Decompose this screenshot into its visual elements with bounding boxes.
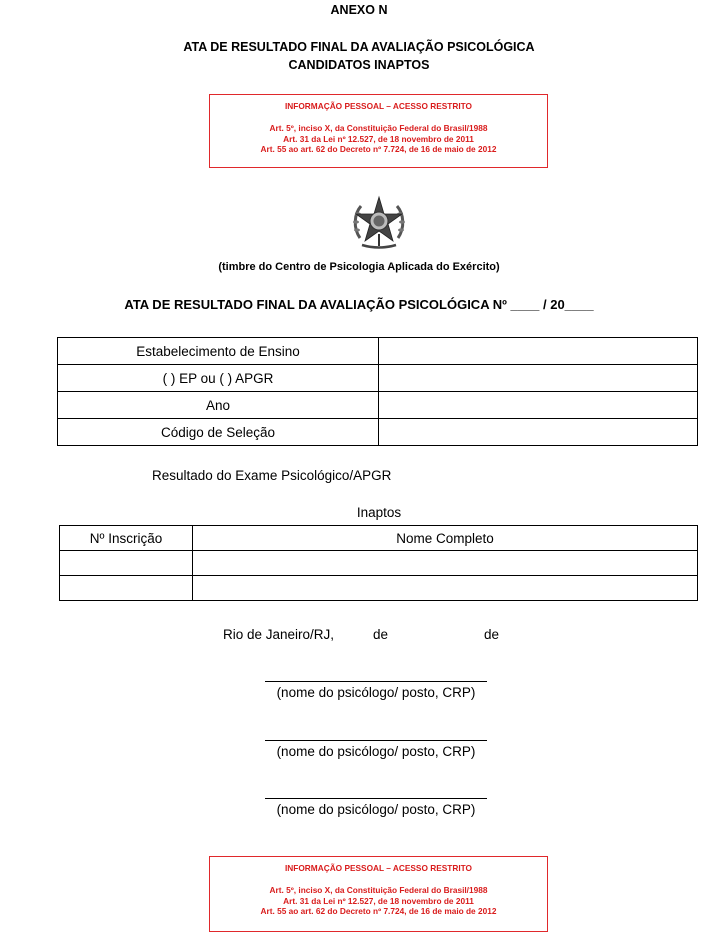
table-row [58,392,698,419]
info-table [57,337,698,446]
inaptos-label: Inaptos [356,505,402,520]
ata-number-title: ATA DE RESULTADO FINAL DA AVALIAÇÃO PSICOLÓGICA Nº ____ / 20____ [124,297,594,312]
table-row [60,576,698,601]
table-header-row [60,526,698,551]
restricted-notice-heading: INFORMAÇÃO PESSOAL – ACESSO RESTRITO [284,101,472,111]
result-heading: Resultado do Exame Psicológico/APGR [152,468,392,483]
table-row [60,551,698,576]
brazil-coat-of-arms-icon [350,194,408,252]
full-name-cell[interactable] [193,551,698,576]
main-title [0,38,718,74]
place-city: Rio de Janeiro/RJ, [223,627,335,642]
full-name-cell[interactable] [193,576,698,601]
info-label: ( ) EP ou ( ) APGR [58,365,379,392]
signature-block-2 [265,740,487,759]
law-reference: Art. 31 da Lei nº 12.527, de 18 novembro de 2011 [283,133,474,144]
registration-cell[interactable] [60,576,193,601]
info-label: Código de Seleção [58,419,379,446]
date-de-1: de [373,627,389,642]
main-title-line1: ATA DE RESULTADO FINAL DA AVALIAÇÃO PSICOLÓGICA [183,40,535,54]
signature-block-1 [265,681,487,700]
candidates-table [59,525,698,601]
law-reference: Art. 55 ao art. 62 do Decreto nº 7.724, de 16 de maio de 2012 [260,906,497,917]
signature-line [265,681,487,682]
table-row [58,419,698,446]
info-value-field[interactable] [379,365,698,392]
registration-cell[interactable] [60,551,193,576]
restricted-notice-top [209,94,548,168]
restricted-notice-heading: INFORMAÇÃO PESSOAL – ACESSO RESTRITO [284,863,472,873]
signature-line [265,740,487,741]
law-reference: Art. 5º, inciso X, da Constituição Federal do Brasil/1988 [269,885,488,895]
signature-name: (nome do psicólogo/ posto, CRP) [276,685,476,700]
date-de-2: de [484,627,500,642]
restricted-notice-bottom [209,856,548,932]
annex-title: ANEXO N [330,3,388,17]
signature-line [265,798,487,799]
column-header-full-name: Nome Completo [193,526,698,551]
law-reference: Art. 55 ao art. 62 do Decreto nº 7.724, de 16 de maio de 2012 [260,144,497,155]
info-label: Estabelecimento de Ensino [58,338,379,365]
table-row [58,365,698,392]
info-value-field[interactable] [379,392,698,419]
main-title-line2: CANDIDATOS INAPTOS [288,58,430,72]
table-row [58,338,698,365]
info-value-field[interactable] [379,419,698,446]
info-label: Ano [58,392,379,419]
signature-name: (nome do psicólogo/ posto, CRP) [276,802,476,817]
law-reference: Art. 31 da Lei nº 12.527, de 18 novembro de 2011 [283,895,474,906]
column-header-registration: Nº Inscrição [60,526,193,551]
law-reference: Art. 5º, inciso X, da Constituição Federal do Brasil/1988 [269,123,488,133]
signature-block-3 [265,798,487,817]
letterhead-caption: (timbre do Centro de Psicologia Aplicada do Exército) [218,261,500,273]
info-value-field[interactable] [379,338,698,365]
signature-name: (nome do psicólogo/ posto, CRP) [276,744,476,759]
